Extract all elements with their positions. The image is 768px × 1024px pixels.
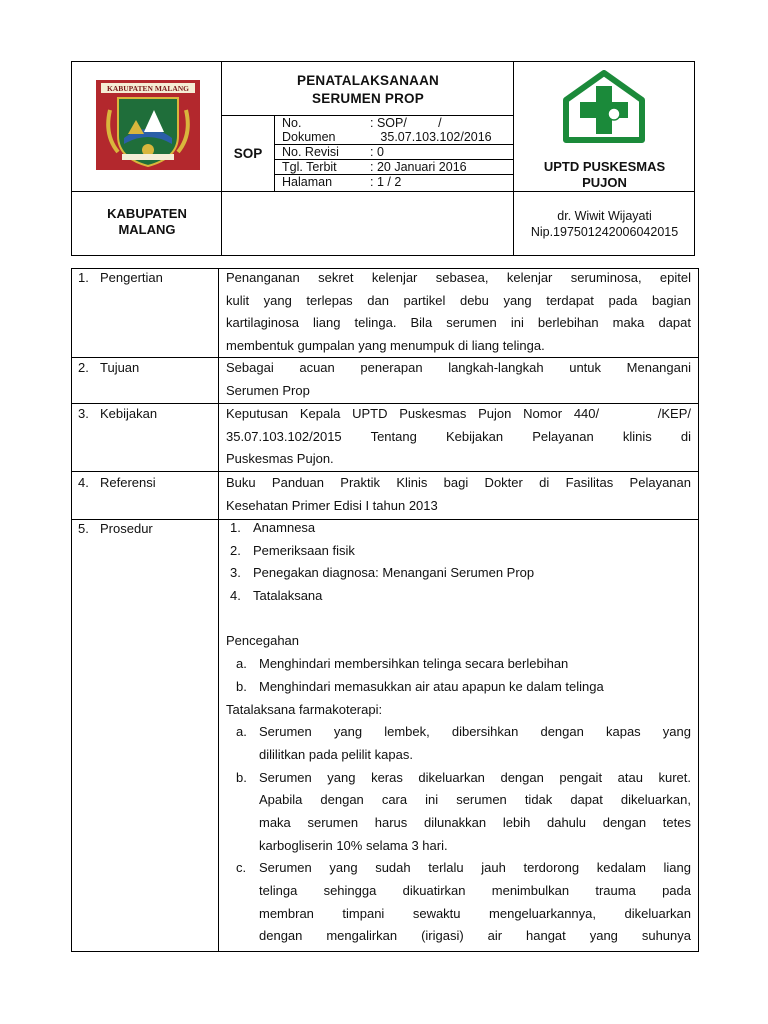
item-marker: a. (236, 724, 247, 740)
section-label-pengertian (78, 270, 163, 285)
text-line: Buku Panduan Praktik Klinis bagi Dokter di Fasilitas Pelayanan (226, 475, 691, 490)
doc-value: : 20 Januari 2016 (370, 160, 467, 174)
text-line: Sebagai acuan penerapan langkah-langkah untuk Menangani (226, 360, 691, 375)
text-line: Puskesmas Pujon. (226, 451, 334, 467)
title-line: SERUMEN PROP (312, 91, 424, 106)
section-label-prosedur (78, 521, 153, 536)
farmakoterapi-item-b (226, 767, 691, 858)
sop-label: SOP (233, 145, 263, 161)
column-divider (218, 269, 219, 951)
section-text-prosedur (226, 517, 691, 948)
org-line: MALANG (118, 222, 176, 237)
farmakoterapi-item-c (226, 857, 691, 948)
puskesmas-logo (562, 70, 646, 149)
item-marker: c. (236, 860, 247, 876)
section-number: 2. (78, 360, 89, 375)
header-divider (72, 191, 694, 192)
procedure-step (226, 517, 691, 540)
farmakoterapi-item-a (226, 721, 691, 766)
sop-content-table (71, 268, 699, 952)
step-text: Penegakan diagnosa: Menangani Serumen Prop (253, 565, 535, 581)
step-text: Anamnesa (253, 520, 316, 535)
text-line: Serumen yang sudah terlalu jauh terdorong kedalam liang (259, 860, 691, 876)
pencegahan-item (226, 653, 691, 676)
text-line: dengan mengalirkan (irigasi) air hangat yang suhunya (259, 928, 691, 944)
step-number: 3. (230, 565, 241, 581)
signer-name: dr. Wiwit Wijayati (557, 209, 652, 223)
item-marker: b. (236, 678, 247, 694)
item-marker: b. (236, 769, 247, 785)
section-text-tujuan (226, 357, 691, 402)
doc-key: Dokumen (282, 130, 336, 144)
section-label-kebijakan (78, 406, 157, 421)
step-number: 4. (230, 588, 241, 604)
text-line: dililitkan pada pelilit kapas. (259, 746, 413, 762)
section-title: Kebijakan (100, 406, 158, 421)
section-title: Prosedur (100, 521, 153, 536)
text-line: Penanganan sekret kelenjar sebasea, kelenjar seruminosa, epitel (226, 270, 691, 285)
doc-key: Tgl. Terbit (282, 160, 337, 174)
step-number: 1. (230, 520, 241, 535)
doc-value: 35.07.103.102/2016 (370, 130, 492, 144)
blank-line (226, 608, 691, 631)
kabupaten-name (72, 206, 222, 238)
item-marker: a. (236, 656, 247, 672)
signer-block (514, 208, 695, 240)
step-number: 2. (230, 542, 241, 558)
text-line: membentuk gumpalan yang menumpuk di liang telinga. (226, 338, 545, 354)
section-label-tujuan (78, 360, 139, 375)
section-number: 4. (78, 475, 89, 490)
step-text: Tatalaksana (253, 588, 323, 604)
signer-nip: Nip.197501242006042015 (530, 225, 679, 239)
doc-value: : 0 (370, 145, 384, 159)
org-line: PUJON (582, 175, 627, 190)
text-line: 35.07.103.102/2015 Tentang Kebijakan Pelayanan klinis di (226, 428, 691, 444)
text-line: Apabila dengan cara ini serumen tidak dapat dikeluarkan, (259, 792, 691, 808)
document-info (274, 115, 514, 191)
doc-key: Halaman (282, 175, 333, 189)
sop-header-table (71, 61, 695, 256)
doc-key: No. Revisi (282, 145, 339, 159)
kabupaten-malang-crest-logo (96, 80, 200, 175)
section-text-kebijakan (226, 403, 691, 471)
section-number: 5. (78, 521, 89, 536)
text-line: karbogliserin 10% selama 3 hari. (259, 837, 448, 853)
procedure-step (226, 585, 691, 608)
procedure-step (226, 540, 691, 563)
doc-value: : 1 / 2 (370, 175, 402, 189)
section-title: Referensi (100, 475, 156, 490)
procedure-step (226, 562, 691, 585)
section-text-referensi (226, 472, 691, 517)
pencegahan-item (226, 676, 691, 699)
text-line: telinga sehingga dikuatirkan menimbulkan trauma pada (259, 883, 691, 898)
step-text: Pemeriksaan fisik (253, 542, 355, 558)
item-text: Menghindari membersihkan telinga secara berlebihan (259, 656, 569, 672)
section-text-pengertian (226, 267, 691, 358)
document-title (222, 72, 514, 108)
text-line: kulit yang terlepas dan partikel debu yang terdapat pada bagian (226, 292, 691, 308)
text-line: Serumen yang lembek, dibersihkan dengan kapas yang (259, 724, 691, 740)
text-line: membran timpani sewaktu mengeluarkannya, dikeluarkan (259, 905, 691, 921)
section-label-referensi (78, 475, 156, 490)
doc-value: : SOP/ / (370, 116, 442, 130)
text-line: Kesehatan Primer Edisi I tahun 2013 (226, 497, 438, 513)
text-line: maka serumen harus dilunakkan lebih dahulu dengan tetes (259, 814, 691, 830)
item-text: Menghindari memasukkan air atau apapun ke dalam telinga (259, 678, 604, 694)
section-title: Pengertian (100, 270, 163, 285)
text-line: Serumen yang keras dikeluarkan dengan pengait atau kuret. (259, 769, 691, 785)
section-number: 1. (78, 270, 89, 285)
subheading-pencegahan: Pencegahan (226, 633, 300, 649)
section-number: 3. (78, 406, 89, 421)
subheading-farmakoterapi: Tatalaksana farmakoterapi: (226, 701, 383, 717)
org-line: KABUPATEN (107, 206, 187, 221)
doc-key: No. (282, 116, 302, 130)
text-line: kartilaginosa liang telinga. Bila serumen ini berlebihan maka dapat (226, 315, 691, 331)
text-line: Serumen Prop (226, 382, 310, 398)
section-title: Tujuan (100, 360, 140, 375)
puskesmas-name (514, 159, 695, 191)
text-line: Keputusan Kepala UPTD Puskesmas Pujon Nomor 440/ /KEP/ (226, 406, 691, 421)
org-line: UPTD PUSKESMAS (543, 159, 666, 174)
crest-text: KABUPATEN MALANG (106, 84, 190, 93)
title-line: PENATALAKSANAAN (297, 73, 439, 88)
